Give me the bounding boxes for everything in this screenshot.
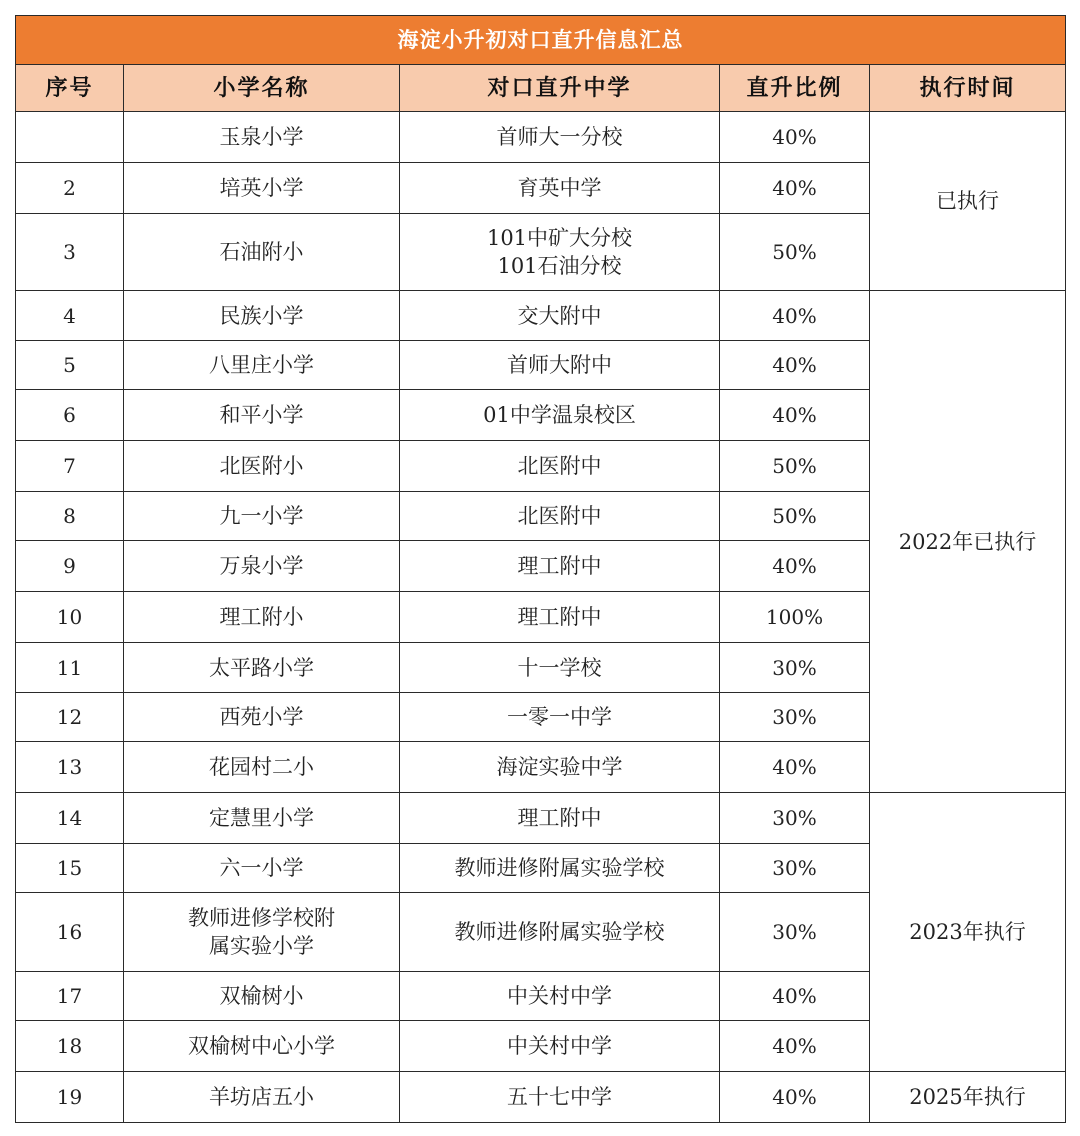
table-row (16, 793, 1066, 844)
middle-school (400, 214, 720, 291)
row-index: 9 (16, 541, 124, 592)
ratio: 50% (720, 492, 870, 541)
primary-school-line: 西苑小学 (219, 705, 304, 729)
table-row (16, 291, 1066, 341)
middle-school (400, 844, 720, 893)
ratio: 40% (720, 390, 870, 441)
primary-school (124, 693, 400, 742)
middle-school-line: 交大附中 (517, 303, 602, 328)
middle-school-line: 理工附中 (517, 806, 602, 830)
primary-school (124, 742, 400, 793)
middle-school (400, 592, 720, 643)
middle-school-line: 中关村中学 (507, 984, 612, 1008)
primary-school (124, 341, 400, 390)
middle-school-line: 海淀实验中学 (496, 755, 623, 779)
primary-school-line: 北医附小 (219, 454, 304, 478)
primary-school-line: 八里庄小学 (209, 353, 314, 377)
middle-school-line: 教师进修附属实验学校 (454, 856, 665, 880)
row-index: 6 (16, 390, 124, 441)
row-index (16, 112, 124, 163)
middle-school (400, 492, 720, 541)
primary-school-line: 双榆树小 (219, 984, 304, 1008)
primary-school-line: 教师进修学校附 (188, 906, 335, 930)
header-row (16, 65, 1066, 112)
middle-school-line: 育英中学 (517, 176, 602, 200)
middle-school-line: 北医附中 (517, 504, 602, 528)
primary-school (124, 1021, 400, 1072)
ratio: 40% (720, 972, 870, 1021)
middle-school (400, 1021, 720, 1072)
primary-school-line: 羊坊店五小 (209, 1085, 314, 1109)
middle-school (400, 643, 720, 693)
ratio: 30% (720, 893, 870, 972)
middle-school-line: 中关村中学 (507, 1034, 612, 1058)
middle-school-line: 教师进修附属实验学校 (454, 920, 665, 944)
middle-school-line: 理工附中 (517, 554, 602, 578)
row-index: 13 (16, 742, 124, 793)
primary-school-line: 玉泉小学 (219, 125, 304, 149)
row-index: 2 (16, 163, 124, 214)
title-row (16, 16, 1066, 65)
primary-school-line: 石油附小 (219, 240, 304, 264)
table-row (16, 112, 1066, 163)
middle-school-line: 理工附中 (517, 605, 602, 629)
middle-school (400, 112, 720, 163)
middle-school (400, 341, 720, 390)
ratio: 40% (720, 742, 870, 793)
middle-school-line: 北医附中 (517, 454, 602, 478)
middle-school-line: 101中矿大分校 (486, 226, 633, 250)
row-index: 3 (16, 214, 124, 291)
primary-school (124, 163, 400, 214)
row-index: 18 (16, 1021, 124, 1072)
middle-school-line: 101石油分校 (497, 254, 622, 278)
primary-school-line: 理工附小 (219, 605, 304, 629)
row-index: 14 (16, 793, 124, 844)
primary-school-line: 九一小学 (219, 504, 304, 528)
middle-school-line: 十一学校 (517, 655, 602, 680)
primary-school (124, 643, 400, 693)
ratio: 30% (720, 643, 870, 693)
ratio: 40% (720, 1072, 870, 1123)
middle-school (400, 793, 720, 844)
exec-time: 已执行 (870, 112, 1066, 291)
primary-school-line: 六一小学 (219, 856, 304, 880)
middle-school (400, 893, 720, 972)
middle-school (400, 972, 720, 1021)
primary-school (124, 972, 400, 1021)
header-ratio: 直升比例 (720, 65, 870, 112)
row-index: 4 (16, 291, 124, 341)
row-index: 12 (16, 693, 124, 742)
row-index: 8 (16, 492, 124, 541)
row-index: 5 (16, 341, 124, 390)
primary-school-line: 培英小学 (219, 176, 304, 200)
middle-school-line: 首师大一分校 (496, 125, 623, 149)
table-title: 海淀小升初对口直升信息汇总 (16, 16, 1066, 65)
middle-school-line: 首师大附中 (507, 353, 612, 377)
exec-time: 2025年执行 (870, 1072, 1066, 1123)
primary-school (124, 1072, 400, 1123)
summary-table-container (15, 15, 1065, 1123)
middle-school-line: 01中学温泉校区 (483, 403, 636, 427)
middle-school-line: 五十七中学 (507, 1085, 612, 1109)
row-index: 19 (16, 1072, 124, 1123)
row-index: 15 (16, 844, 124, 893)
primary-school-line: 民族小学 (219, 303, 304, 328)
ratio: 100% (720, 592, 870, 643)
exec-time: 2023年执行 (870, 793, 1066, 1072)
primary-school-line: 属实验小学 (209, 934, 314, 958)
ratio: 40% (720, 163, 870, 214)
ratio: 30% (720, 844, 870, 893)
middle-school (400, 163, 720, 214)
primary-school (124, 441, 400, 492)
primary-school-line: 定慧里小学 (209, 806, 314, 830)
primary-school (124, 112, 400, 163)
primary-school (124, 844, 400, 893)
row-index: 11 (16, 643, 124, 693)
header-middle-school: 对口直升中学 (400, 65, 720, 112)
ratio: 50% (720, 441, 870, 492)
primary-school (124, 390, 400, 441)
middle-school (400, 291, 720, 341)
middle-school-line: 一零一中学 (507, 705, 612, 729)
header-exec-time: 执行时间 (870, 65, 1066, 112)
primary-school (124, 893, 400, 972)
primary-school-line: 万泉小学 (219, 554, 304, 578)
table-row (16, 1072, 1066, 1123)
middle-school (400, 441, 720, 492)
primary-school (124, 214, 400, 291)
primary-school-line: 花园村二小 (209, 755, 314, 779)
middle-school (400, 693, 720, 742)
ratio: 40% (720, 541, 870, 592)
ratio: 50% (720, 214, 870, 291)
ratio: 40% (720, 1021, 870, 1072)
middle-school (400, 742, 720, 793)
ratio: 30% (720, 793, 870, 844)
header-index: 序号 (16, 65, 124, 112)
summary-table (15, 15, 1066, 1123)
primary-school-line: 太平路小学 (209, 655, 314, 680)
primary-school (124, 541, 400, 592)
ratio: 30% (720, 693, 870, 742)
ratio: 40% (720, 112, 870, 163)
header-primary-school: 小学名称 (124, 65, 400, 112)
exec-time: 2022年已执行 (870, 291, 1066, 793)
primary-school (124, 592, 400, 643)
primary-school-line: 双榆树中心小学 (188, 1034, 335, 1058)
middle-school (400, 541, 720, 592)
middle-school (400, 1072, 720, 1123)
row-index: 7 (16, 441, 124, 492)
row-index: 10 (16, 592, 124, 643)
primary-school (124, 492, 400, 541)
ratio: 40% (720, 341, 870, 390)
primary-school-line: 和平小学 (219, 403, 304, 427)
primary-school (124, 291, 400, 341)
row-index: 17 (16, 972, 124, 1021)
row-index: 16 (16, 893, 124, 972)
primary-school (124, 793, 400, 844)
ratio: 40% (720, 291, 870, 341)
middle-school (400, 390, 720, 441)
